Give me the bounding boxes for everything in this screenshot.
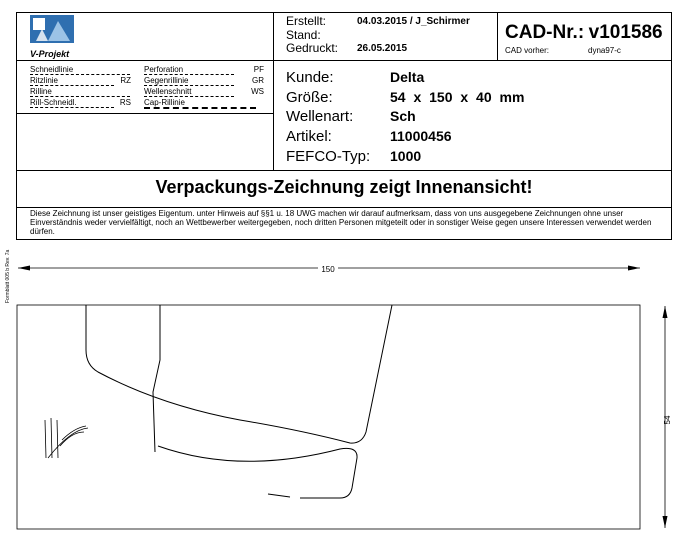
line-legend <box>30 65 270 111</box>
legend-item: Schneidlinie <box>30 65 134 75</box>
cut-lines <box>86 305 392 498</box>
company-logo <box>30 15 80 57</box>
cad-value: v101586 <box>588 22 663 43</box>
legend-item: Rill-Schneidl. RS <box>30 98 131 107</box>
legend-item: Perforation PF <box>144 65 264 74</box>
logo-emblem-icon <box>30 15 74 43</box>
legend-item: Ritzlinie RZ <box>30 76 131 85</box>
height-dimension <box>663 306 673 528</box>
cad-prev-value: dyna97-c <box>588 46 621 55</box>
created-value: 04.03.2015 / J_Schirmer <box>357 16 470 27</box>
kunde-value: Delta <box>390 69 425 85</box>
cad-prev-label: CAD vorher: <box>505 46 550 55</box>
title-block <box>16 12 672 240</box>
printed-label: Gedruckt: <box>286 41 339 55</box>
cad-label: CAD-Nr.: <box>505 22 585 43</box>
cad-drawing <box>0 250 684 540</box>
wellenart-label: Wellenart: <box>286 108 354 125</box>
printed-value: 26.05.2015 <box>357 43 408 54</box>
cad-number <box>505 22 663 44</box>
fefco-label: FEFCO-Typ: <box>286 148 371 165</box>
stand-label: Stand: <box>286 28 321 42</box>
legend-item: Cap-Rillinie <box>144 98 264 109</box>
height-dimension-label: 54 <box>663 415 672 425</box>
grain-direction-icon <box>45 418 88 458</box>
copyright-disclaimer: Diese Zeichnung ist unser geistiges Eigentum. unter Hinweis auf §§1 u. 18 UWG machen wir darauf aufmerksam, dass von uns ausgegebene Zeichnungen ohne unser Einverständnis weder vervielfältigt, noch an Wettbewerber weitergegeben, noch dritten Personen mitgeteilt oder in sonstiger Weise gegen unsere Interessen verwendet werden dürfen. <box>30 209 652 236</box>
kunde-label: Kunde: <box>286 69 334 86</box>
side-form-note: Formblatt 005 b Rev. 7a <box>5 249 11 303</box>
width-dimension <box>18 262 640 274</box>
groesse-value: 54 x 150 x 40 mm <box>390 89 525 105</box>
blank-outline <box>17 305 640 529</box>
logo-brand-text: V-Projekt <box>30 49 70 59</box>
legend-item: Wellenschnitt WS <box>144 87 264 96</box>
artikel-value: 11000456 <box>390 128 452 144</box>
legend-item: Rilline <box>30 87 134 97</box>
inner-view-notice: Verpackungs-Zeichnung zeigt Innenansicht! <box>155 177 533 197</box>
wellenart-value: Sch <box>390 108 416 124</box>
artikel-label: Artikel: <box>286 128 332 145</box>
created-label: Erstellt: <box>286 14 327 28</box>
legend-item: Gegenrillinie GR <box>144 76 264 85</box>
groesse-label: Größe: <box>286 89 333 106</box>
fefco-value: 1000 <box>390 148 422 164</box>
width-dimension-label: 150 <box>321 265 335 274</box>
